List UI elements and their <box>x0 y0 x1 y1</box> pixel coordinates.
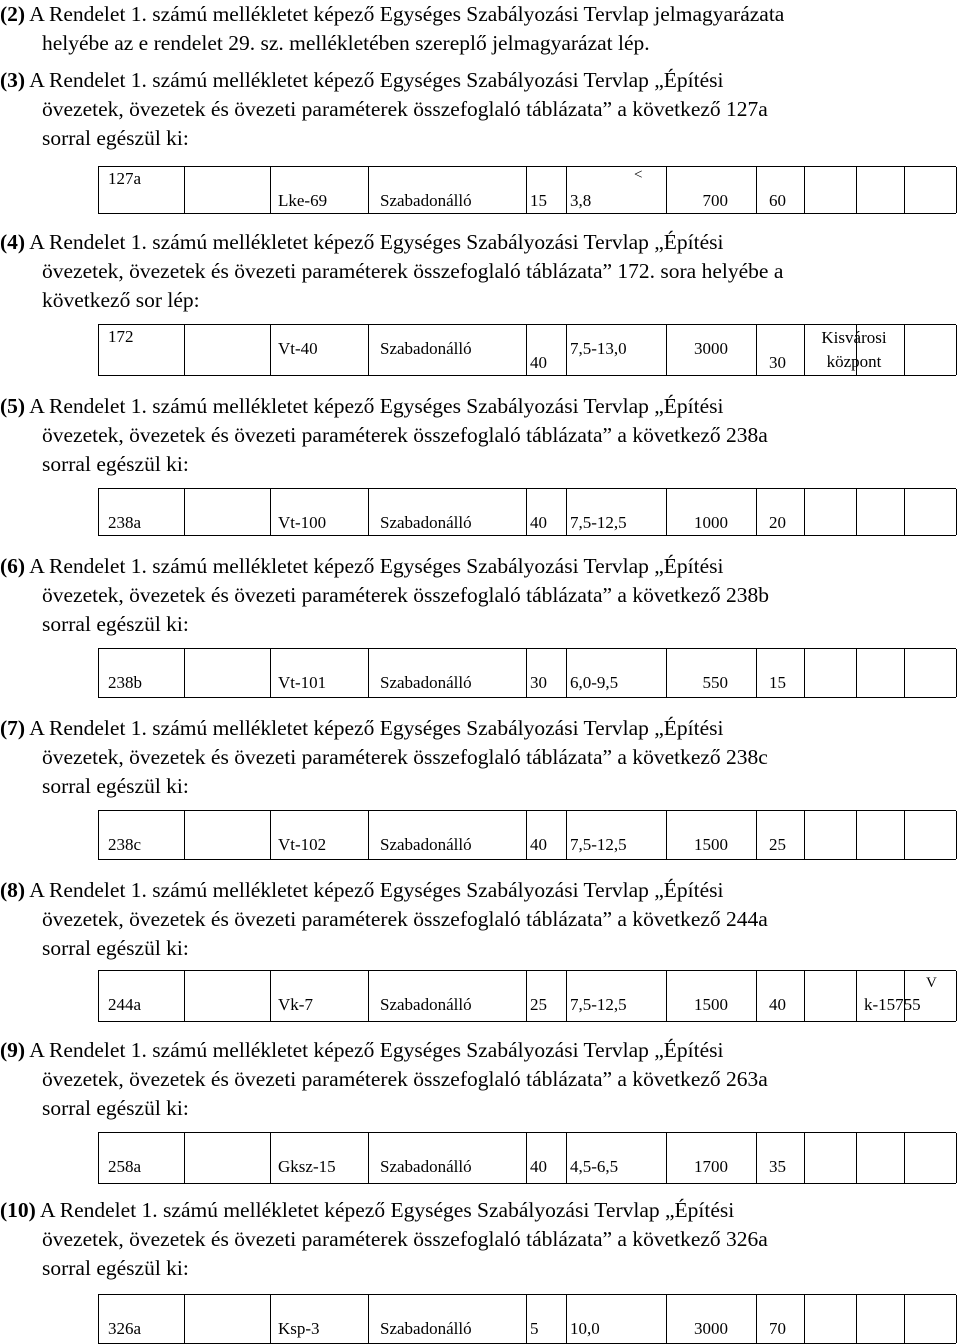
paragraph <box>0 66 768 153</box>
paragraph-text: A Rendelet 1. számú mellékletet képező Egységes Szabályozási Tervlap „Építési <box>29 394 724 418</box>
cell-divider <box>526 971 527 1021</box>
cell-divider <box>566 811 567 859</box>
cell-divider <box>804 325 805 375</box>
cell-zone: Gksz-15 <box>278 1157 336 1176</box>
cell-divider <box>956 1133 957 1183</box>
cell-divider <box>526 1133 527 1183</box>
cell-divider <box>184 971 185 1021</box>
paragraph-number: (5) <box>0 394 26 418</box>
paragraph-text: sorral egészül ki: <box>42 1256 189 1280</box>
cell-zone: Ksp-3 <box>278 1319 320 1338</box>
paragraph-text: övezetek, övezetek és övezeti paraméterek összefoglaló táblázata” a következő 244a <box>42 907 768 931</box>
cell-num: 127a <box>108 169 142 188</box>
paragraph-line <box>0 450 768 479</box>
paragraph-first-line <box>0 66 768 95</box>
paragraph-line <box>0 581 769 610</box>
cell-zone: Vt-100 <box>278 513 327 532</box>
cell-divider <box>956 971 957 1021</box>
paragraph-first-line <box>0 228 783 257</box>
cell-divider <box>956 325 957 375</box>
cell-divider <box>804 971 805 1021</box>
paragraph-first-line <box>0 876 768 905</box>
paragraph-first-line <box>0 1196 768 1225</box>
cell-divider <box>184 167 185 213</box>
table-row <box>98 166 956 214</box>
paragraph-text: A Rendelet 1. számú mellékletet képező Egységes Szabályozási Tervlap „Építési <box>29 554 724 578</box>
cell-green: 20 <box>769 513 786 532</box>
paragraph-first-line <box>0 552 769 581</box>
cell-divider <box>98 811 99 859</box>
cell-divider <box>856 1133 857 1183</box>
cell-divider <box>566 649 567 697</box>
paragraph <box>0 1196 768 1283</box>
paragraph-text: A Rendelet 1. számú mellékletet képező Egységes Szabályozási Tervlap „Építési <box>40 1198 735 1222</box>
cell-note: k-15755 <box>864 995 921 1014</box>
cell-divider <box>956 649 957 697</box>
cell-green: 15 <box>769 673 786 692</box>
cell-divider <box>368 325 369 375</box>
paragraph <box>0 392 768 479</box>
cell-num: 326a <box>108 1319 142 1338</box>
paragraph-line <box>0 905 768 934</box>
cell-divider <box>804 1133 805 1183</box>
paragraph-number: (4) <box>0 230 26 254</box>
cell-type: Szabadonálló <box>380 995 472 1014</box>
cell-zone: Vt-101 <box>278 673 327 692</box>
paragraph-line <box>0 95 768 124</box>
cell-divider <box>856 971 857 1021</box>
cell-divider <box>856 811 857 859</box>
paragraph-text: A Rendelet 1. számú mellékletet képező Egységes Szabályozási Tervlap „Építési <box>29 1038 724 1062</box>
cell-divider <box>98 1295 99 1343</box>
paragraph-text: övezetek, övezetek és övezeti paraméterek összefoglaló táblázata” a következő 238c <box>42 745 768 769</box>
cell-type: Szabadonálló <box>380 835 472 854</box>
paragraph-number: (2) <box>0 2 26 26</box>
paragraph-text: sorral egészül ki: <box>42 612 189 636</box>
cell-divider <box>270 971 271 1021</box>
cell-divider <box>666 325 667 375</box>
cell-divider <box>184 325 185 375</box>
cell-divider <box>804 1295 805 1343</box>
paragraph-text: A Rendelet 1. számú mellékletet képező Egységes Szabályozási Tervlap jelmagyarázata <box>29 2 785 26</box>
cell-area: 1000 <box>694 513 728 532</box>
cell-mark: < <box>634 167 643 183</box>
cell-num: 238a <box>108 513 142 532</box>
cell-divider <box>904 649 905 697</box>
cell-num: 258a <box>108 1157 142 1176</box>
cell-divider <box>804 811 805 859</box>
paragraph-text: övezetek, övezetek és övezeti paraméterek összefoglaló táblázata” a következő 238b <box>42 583 770 607</box>
cell-height: 4,5-6,5 <box>570 1157 619 1176</box>
cell-divider <box>904 489 905 535</box>
paragraph-line <box>0 421 768 450</box>
paragraph-line <box>0 1065 768 1094</box>
paragraph-text: sorral egészül ki: <box>42 126 189 150</box>
paragraph <box>0 1036 768 1123</box>
cell-zone: Vt-40 <box>278 339 318 358</box>
cell-divider <box>856 1295 857 1343</box>
paragraph-number: (9) <box>0 1038 26 1062</box>
cell-height: 6,0-9,5 <box>570 673 619 692</box>
cell-pct: 40 <box>530 513 547 532</box>
cell-divider <box>526 325 527 375</box>
cell-divider <box>184 1133 185 1183</box>
cell-height: 3,8 <box>570 191 592 210</box>
cell-divider <box>368 489 369 535</box>
cell-divider <box>98 649 99 697</box>
paragraph-text: sorral egészül ki: <box>42 452 189 476</box>
paragraph-first-line <box>0 0 784 29</box>
cell-divider <box>956 167 957 213</box>
cell-area: 3000 <box>694 1319 728 1338</box>
cell-divider <box>956 811 957 859</box>
cell-divider <box>98 167 99 213</box>
cell-divider <box>956 489 957 535</box>
cell-divider <box>666 1133 667 1183</box>
cell-height: 7,5-12,5 <box>570 513 627 532</box>
paragraph <box>0 228 783 315</box>
cell-divider <box>526 811 527 859</box>
paragraph-text: helyébe az e rendelet 29. sz. mellékletében szereplő jelmagyarázat lép. <box>42 31 650 55</box>
paragraph <box>0 552 769 639</box>
cell-divider <box>98 325 99 375</box>
cell-height: 10,0 <box>570 1319 600 1338</box>
cell-type: Szabadonálló <box>380 1319 472 1338</box>
cell-divider <box>804 489 805 535</box>
cell-height: 7,5-12,5 <box>570 995 627 1014</box>
cell-divider <box>666 489 667 535</box>
cell-divider <box>666 811 667 859</box>
table-row <box>98 324 956 376</box>
paragraph <box>0 714 768 801</box>
cell-type: Szabadonálló <box>380 673 472 692</box>
paragraph-number: (8) <box>0 878 26 902</box>
cell-divider <box>98 1133 99 1183</box>
cell-divider <box>270 1133 271 1183</box>
cell-num: 238c <box>108 835 142 854</box>
cell-divider <box>856 167 857 213</box>
cell-divider <box>368 971 369 1021</box>
cell-divider <box>368 811 369 859</box>
paragraph-line <box>0 934 768 963</box>
cell-divider <box>856 489 857 535</box>
cell-divider <box>804 167 805 213</box>
cell-area: 550 <box>702 673 728 692</box>
paragraph-text: övezetek, övezetek és övezeti paraméterek összefoglaló táblázata” a következő 263a <box>42 1067 768 1091</box>
cell-area: 700 <box>702 191 728 210</box>
paragraph-text: sorral egészül ki: <box>42 936 189 960</box>
cell-divider <box>566 489 567 535</box>
table-row <box>98 810 956 860</box>
paragraph-text: A Rendelet 1. számú mellékletet képező Egységes Szabályozási Tervlap „Építési <box>29 68 724 92</box>
cell-type: Szabadonálló <box>380 513 472 532</box>
cell-divider <box>566 325 567 375</box>
cell-divider <box>804 649 805 697</box>
paragraph-line <box>0 29 784 58</box>
paragraph-line <box>0 743 768 772</box>
cell-pct: 40 <box>530 835 547 854</box>
paragraph-first-line <box>0 714 768 743</box>
cell-zone: Vk-7 <box>278 995 313 1014</box>
paragraph-line <box>0 1094 768 1123</box>
paragraph-text: A Rendelet 1. számú mellékletet képező Egységes Szabályozási Tervlap „Építési <box>29 716 724 740</box>
cell-divider <box>566 167 567 213</box>
cell-pct: 25 <box>530 995 547 1014</box>
paragraph <box>0 0 784 58</box>
paragraph-text: sorral egészül ki: <box>42 1096 189 1120</box>
cell-divider <box>566 971 567 1021</box>
cell-type: Szabadonálló <box>380 339 472 358</box>
cell-height: 7,5-12,5 <box>570 835 627 854</box>
cell-divider <box>856 649 857 697</box>
cell-num: 244a <box>108 995 142 1014</box>
cell-divider <box>526 649 527 697</box>
paragraph-line <box>0 286 783 315</box>
cell-divider <box>666 167 667 213</box>
paragraph-text: A Rendelet 1. számú mellékletet képező Egységes Szabályozási Tervlap „Építési <box>29 878 724 902</box>
cell-divider <box>666 649 667 697</box>
cell-divider <box>368 1295 369 1343</box>
cell-divider <box>904 167 905 213</box>
cell-pct: 15 <box>530 191 547 210</box>
cell-pct: 5 <box>530 1319 539 1338</box>
paragraph-text: A Rendelet 1. számú mellékletet képező Egységes Szabályozási Tervlap „Építési <box>29 230 724 254</box>
cell-zone: Lke-69 <box>278 191 328 210</box>
paragraph-line <box>0 124 768 153</box>
cell-divider <box>904 1133 905 1183</box>
cell-green: 25 <box>769 835 786 854</box>
paragraph-text: övezetek, övezetek és övezeti paraméterek összefoglaló táblázata” 172. sora helyébe a <box>42 259 784 283</box>
paragraph-number: (10) <box>0 1198 36 1222</box>
cell-divider <box>904 1295 905 1343</box>
cell-height: 7,5-13,0 <box>570 339 627 358</box>
cell-divider <box>526 167 527 213</box>
paragraph-number: (3) <box>0 68 26 92</box>
cell-divider <box>904 811 905 859</box>
table-row <box>98 648 956 698</box>
table-row <box>98 1132 956 1184</box>
cell-num: 172 <box>108 327 134 346</box>
cell-divider <box>270 489 271 535</box>
cell-divider <box>270 167 271 213</box>
cell-pct: 40 <box>530 1157 547 1176</box>
cell-green: 60 <box>769 191 786 210</box>
paragraph-text: övezetek, övezetek és övezeti paraméterek összefoglaló táblázata” a következő 238a <box>42 423 768 447</box>
cell-divider <box>98 971 99 1021</box>
cell-divider <box>270 325 271 375</box>
cell-green: 40 <box>769 995 786 1014</box>
cell-divider <box>368 167 369 213</box>
paragraph-line <box>0 1254 768 1283</box>
cell-divider <box>184 649 185 697</box>
cell-divider <box>368 1133 369 1183</box>
paragraph-first-line <box>0 1036 768 1065</box>
cell-pct: 30 <box>530 673 547 692</box>
paragraph-text: sorral egészül ki: <box>42 774 189 798</box>
cell-divider <box>270 811 271 859</box>
table-row <box>98 1294 956 1344</box>
paragraph-number: (7) <box>0 716 26 740</box>
cell-divider <box>270 649 271 697</box>
cell-divider <box>98 489 99 535</box>
cell-divider <box>184 1295 185 1343</box>
cell-divider <box>566 1295 567 1343</box>
paragraph-line <box>0 257 783 286</box>
cell-area: 3000 <box>694 339 728 358</box>
table-row <box>98 970 956 1022</box>
paragraph-text: övezetek, övezetek és övezeti paraméterek összefoglaló táblázata” a következő 326a <box>42 1227 768 1251</box>
cell-divider <box>956 1295 957 1343</box>
cell-divider <box>270 1295 271 1343</box>
cell-divider <box>184 811 185 859</box>
cell-area: 1500 <box>694 835 728 854</box>
cell-green: 30 <box>769 353 786 372</box>
cell-green: 35 <box>769 1157 786 1176</box>
paragraph-line <box>0 772 768 801</box>
cell-type: Szabadonálló <box>380 1157 472 1176</box>
cell-divider <box>566 1133 567 1183</box>
cell-divider <box>368 649 369 697</box>
cell-area: 1700 <box>694 1157 728 1176</box>
paragraph-text: következő sor lép: <box>42 288 200 312</box>
cell-area: 1500 <box>694 995 728 1014</box>
cell-green: 70 <box>769 1319 786 1338</box>
table-row <box>98 488 956 536</box>
cell-pct: 40 <box>530 353 547 372</box>
cell-type: Szabadonálló <box>380 191 472 210</box>
cell-zone: Vt-102 <box>278 835 327 854</box>
cell-mark: V <box>926 975 937 991</box>
paragraph <box>0 876 768 963</box>
cell-divider <box>184 489 185 535</box>
cell-divider <box>526 1295 527 1343</box>
paragraph-first-line <box>0 392 768 421</box>
paragraph-number: (6) <box>0 554 26 578</box>
cell-divider <box>666 1295 667 1343</box>
paragraph-line <box>0 610 769 639</box>
cell-divider <box>904 325 905 375</box>
cell-num: 238b <box>108 673 142 692</box>
paragraph-text: övezetek, övezetek és övezeti paraméterek összefoglaló táblázata” a következő 127a <box>42 97 768 121</box>
cell-note: Kisvárosi központ <box>821 328 887 371</box>
cell-divider <box>526 489 527 535</box>
paragraph-line <box>0 1225 768 1254</box>
cell-divider <box>666 971 667 1021</box>
